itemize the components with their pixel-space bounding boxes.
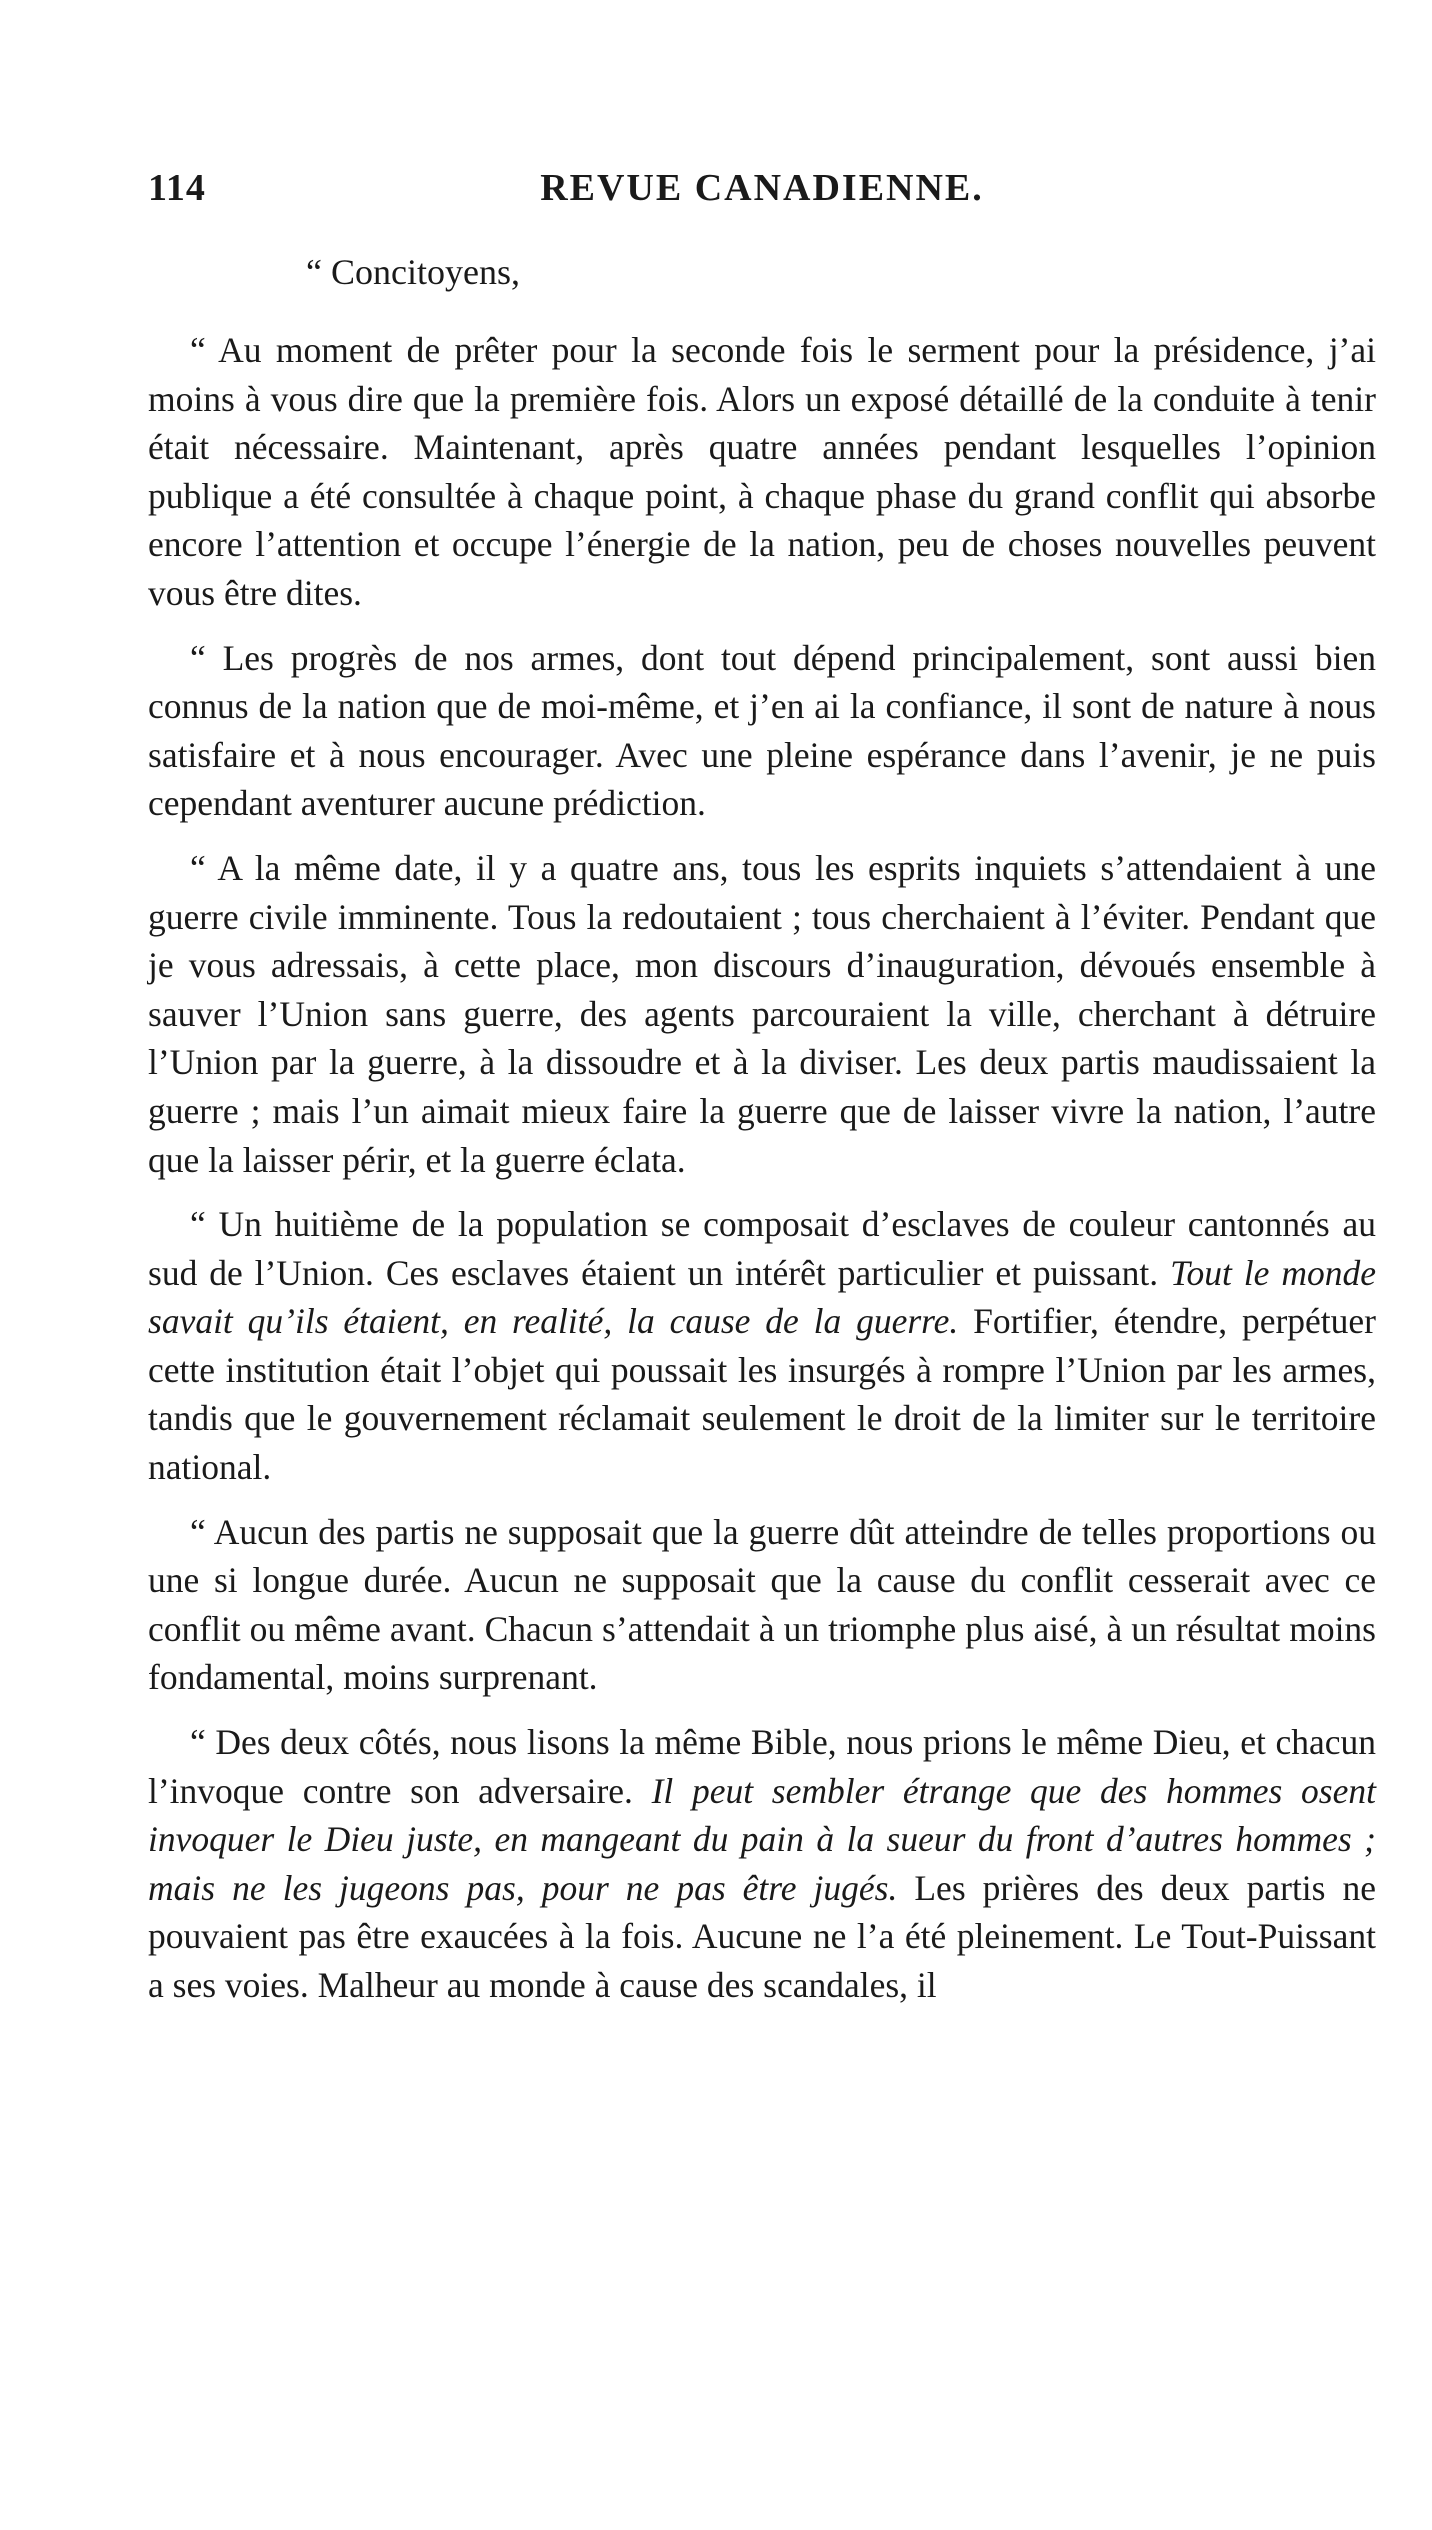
page-header [148,166,1376,222]
paragraph-6-text-start: “ Des deux côtés, nous lisons la même Bible, nous prions le même Dieu, et chacun l’invoque contre son adversaire. [148,1722,1376,1811]
paragraph-2: “ Les progrès de nos armes, dont tout dépend principalement, sont aussi bien connus de la nation que de moi-même, et j’en ai la confiance, il sont de nature à nous satisfaire et à nous encourager. Avec une pleine espérance dans l’avenir, je ne puis cependant aventurer aucune prédiction. [148,637,1376,824]
paragraph-1: “ Au moment de prêter pour la seconde fois le serment pour la présidence, j’ai moins à vous dire que la première fois. Alors un exposé détaillé de la conduite à tenir était nécessaire. Maintenant, après quatre années pendant lesquelles l’opinion publique a été consultée à chaque point, à chaque phase du grand conflit qui absorbe encore l’attention et occupe l’énergie de la nation, peu de choses nouvelles peuvent vous être dites. [148,330,1376,613]
running-title: REVUE CANADIENNE. [540,167,984,209]
paragraph-6-text-end: Les prières des deux partis ne pouvaient pas être exaucées à la fois. Aucune ne l’a été pleinement. Le Tout-Puissant a ses voies. Malheur au monde à cause des scandales, il [148,1867,1377,2005]
paragraph-6 [148,1718,1376,2010]
salutation: “ Concitoyens, [306,252,520,292]
page-number: 114 [148,167,206,209]
paragraph-3: “ A la même date, il y a quatre ans, tous les esprits inquiets s’attendaient à une guerre civile imminente. Tous la redoutaient ; tous cherchaient à l’éviter. Pendant que je vous adressais, à cette place, mon discours d’inauguration, dévoués ensemble à sauver l’Union sans guerre, des agents parcouraient la ville, cherchant à détruire l’Union par la guerre, à la dissoudre et à la diviser. Les deux partis maudissaient la guerre ; mais l’un aimait mieux faire la guerre que de laisser vivre la nation, l’autre que la laisser périr, et la guerre éclata. [148,847,1376,1180]
document-page [148,166,1376,2026]
paragraph-5: “ Aucun des partis ne supposait que la guerre dût atteindre de telles proportions ou une si longue durée. Aucun ne supposait que la cause du conflit cesserait avec ce conflit ou même avant. Chacun s’attendait à un triomphe plus aisé, à un résultat moins fondamental, moins surprenant. [148,1511,1376,1698]
paragraph-6-italic: Il peut sembler étrange que des hommes osent invoquer le Dieu juste, en mangeant du pain à la sueur du front d’autres hommes ; mais ne les jugeons pas, pour ne pas être jugés. [148,1770,1376,1908]
paragraph-4-text-end: Fortifier, étendre, perpétuer cette institution était l’objet qui poussait les insurgés à rompre l’Union par les armes, tandis que le gouvernement réclamait seulement le droit de la limiter sur le territoire national. [148,1301,1376,1488]
paragraph-4-text-start: “ Un huitième de la population se composait d’esclaves de couleur cantonnés au sud de l’Union. Ces esclaves étaient un intérêt particulier et puissant. [148,1204,1376,1293]
paragraph-4 [148,1200,1376,1492]
paragraph-4-italic: Tout le monde savait qu’ils étaient, en realité, la cause de la guerre. [148,1252,1376,1342]
